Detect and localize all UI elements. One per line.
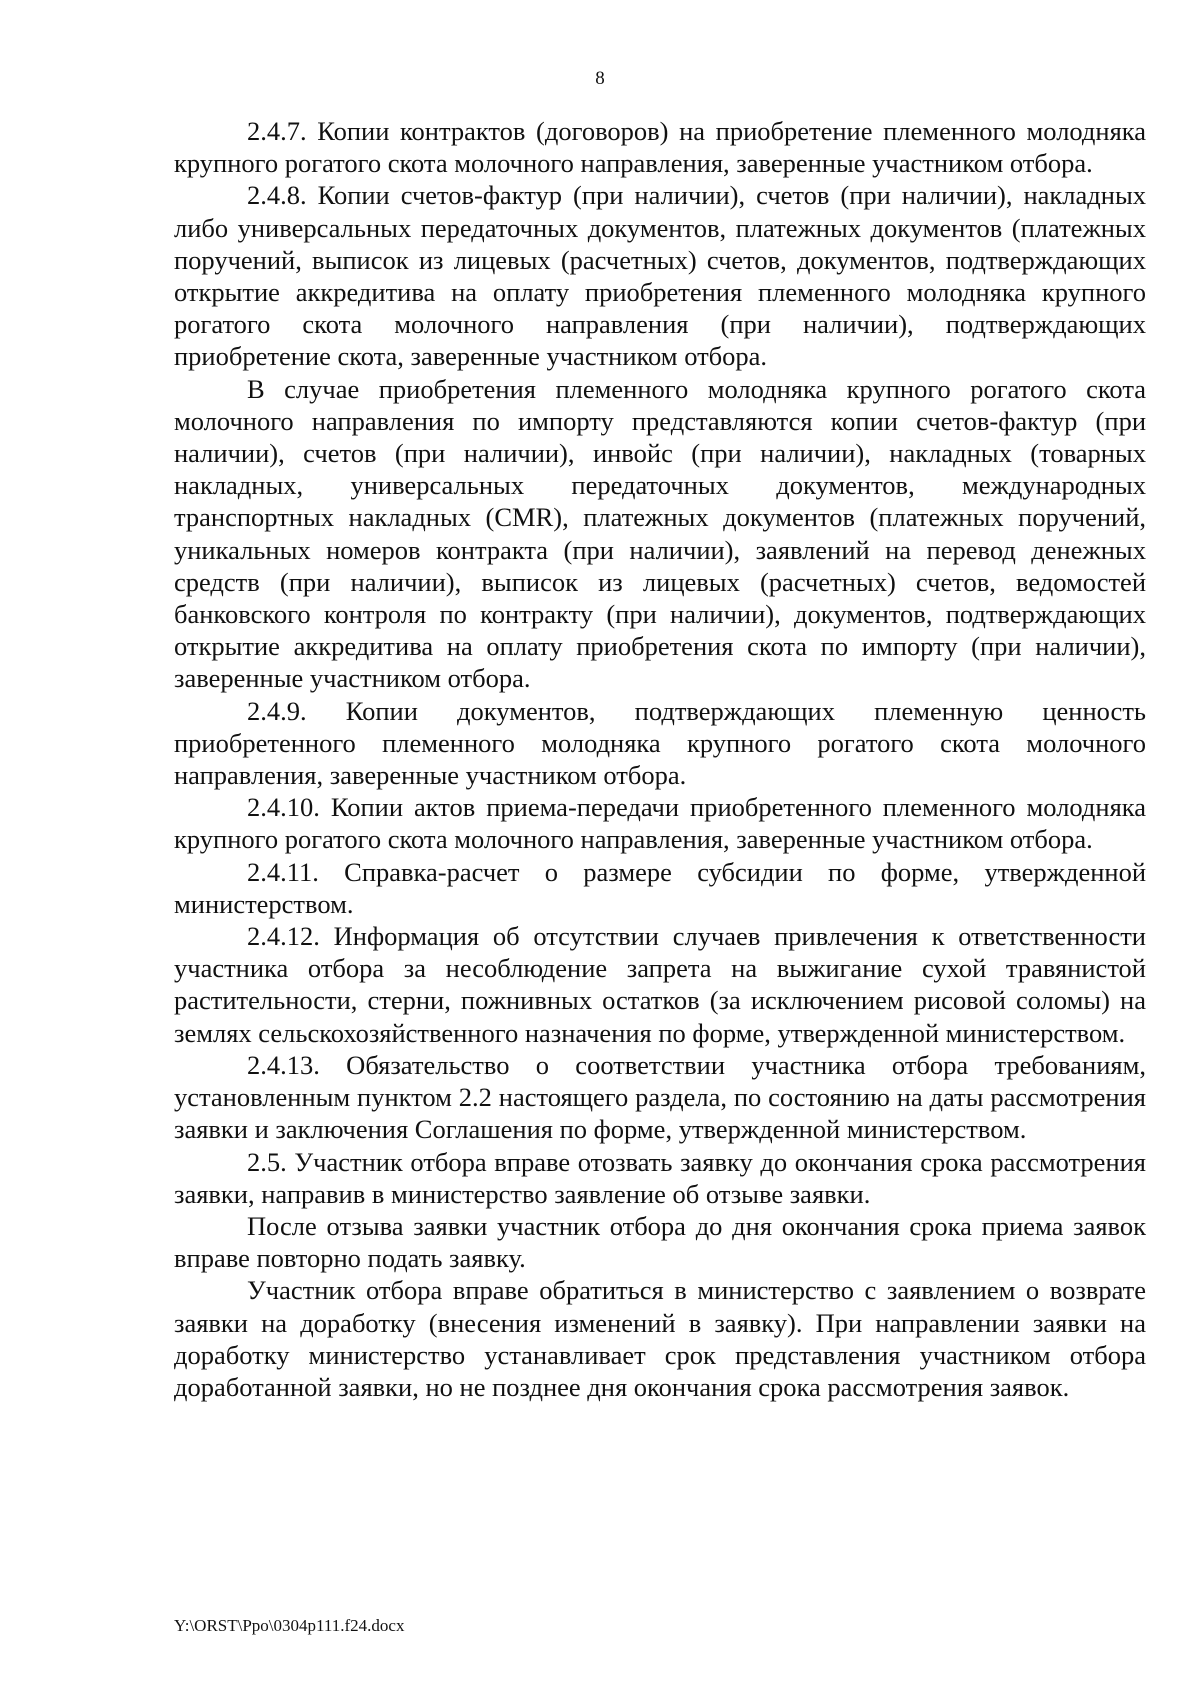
- file-path-footer: Y:\ORST\Ppo\0304p111.f24.docx: [174, 1616, 405, 1635]
- paragraph-2-5: 2.5. Участник отбора вправе отозвать заявку до окончания срока рассмотрения заявки, направив в министерство заявление об отзыве заявки.: [174, 1146, 1146, 1209]
- paragraph-2-4-9: 2.4.9. Копии документов, подтверждающих племенную ценность приобретенного племенного молодняка крупного рогатого скота молочного направления, заверенные участником отбора.: [174, 695, 1146, 791]
- paragraph-2-4-7: 2.4.7. Копии контрактов (договоров) на приобретение племенного молодняка крупного рогатого скота молочного направления, заверенные участником отбора.: [174, 116, 1146, 179]
- paragraph-2-4-12: 2.4.12. Информация об отсутствии случаев привлечения к ответственности участника отбора за несоблюдение запрета на выжигание сухой травянистой растительности, стерни, пожнивных остатков (за исключением рисовой соломы) на землях сельскохозяйственного назначения по форме, утвержденной министерством.: [174, 921, 1146, 1048]
- paragraph-2-4-11: 2.4.11. Справка-расчет о размере субсидии по форме, утвержденной министерством.: [174, 856, 1146, 919]
- document-body: [174, 115, 1146, 1403]
- paragraph-after-withdrawal: После отзыва заявки участник отбора до дня окончания срока приема заявок вправе повторно подать заявку.: [174, 1210, 1146, 1274]
- paragraph-import-case: В случае приобретения племенного молодняка крупного рогатого скота молочного направления по импорту представляются копии счетов-фактур (при наличии), счетов (при наличии), инвойс (при наличии), накладных (товарных накладных, универсальных передаточных документов, международных транспортных накладных (CMR), платежных документов (платежных поручений, уникальных номеров контракта (при наличии), заявлений на перевод денежных средств (при наличии), выписок из лицевых (расчетных) счетов, ведомостей банковского контроля по контракту (при наличии), документов, подтверждающих открытие аккредитива на оплату приобретения скота по импорту (при наличии), заверенные участником отбора.: [174, 373, 1146, 694]
- page-number: 8: [595, 68, 605, 89]
- paragraph-return-for-revision: Участник отбора вправе обратиться в министерство с заявлением о возврате заявки на доработку (внесения изменений в заявку). При направлении заявки на доработку министерство устанавливает срок представления участником отбора доработанной заявки, но не позднее дня окончания срока рассмотрения заявок.: [174, 1275, 1146, 1402]
- paragraph-2-4-13: 2.4.13. Обязательство о соответствии участника отбора требованиям, установленным пунктом 2.2 настоящего раздела, по состоянию на даты рассмотрения заявки и заключения Соглашения по форме, утвержденной министерством.: [174, 1049, 1146, 1145]
- paragraph-2-4-10: 2.4.10. Копии актов приема-передачи приобретенного племенного молодняка крупного рогатого скота молочного направления, заверенные участником отбора.: [174, 792, 1146, 855]
- paragraph-2-4-8: 2.4.8. Копии счетов-фактур (при наличии), счетов (при наличии), накладных либо универсальных передаточных документов, платежных документов (платежных поручений, выписок из лицевых (расчетных) счетов, документов, подтверждающих открытие аккредитива на оплату приобретения племенного молодняка крупного рогатого скота молочного направления (при наличии), подтверждающих приобретение скота, заверенные участником отбора.: [174, 180, 1146, 372]
